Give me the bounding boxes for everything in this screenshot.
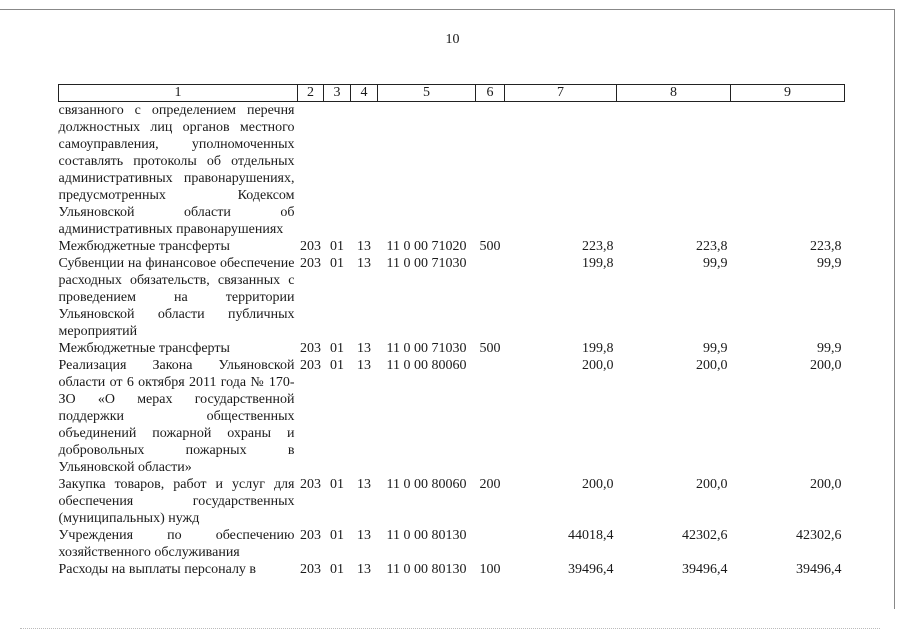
row-code-4: 13 [357, 528, 371, 543]
row-description: связанного с определением перечня должностных лиц органов местного самоуправления, уполномоченных составлять протоколы об отдельных административных правонарушениях, предусмотренных Кодексом Ульяновской области об административных правонарушениях [58, 103, 295, 237]
scan-noise [20, 628, 880, 631]
row-description: Закупка товаров, работ и услуг для обеспечения государственных (муниципальных) нужд [58, 477, 295, 526]
column-header: 3 [324, 85, 351, 102]
row-value-7: 200,0 [582, 477, 614, 492]
row-value-8: 99,9 [703, 256, 728, 271]
row-value-9: 42302,6 [796, 528, 842, 543]
header-row [59, 85, 845, 102]
column-header: 4 [351, 85, 378, 102]
row-code-5: 11 0 00 80060 [386, 358, 467, 373]
row-code-3: 01 [330, 341, 344, 356]
row-code-3 [324, 102, 351, 239]
row-code-6 [476, 102, 505, 239]
column-header: 8 [617, 85, 731, 102]
row-value-9: 39496,4 [796, 562, 842, 577]
row-code-5: 11 0 00 71020 [386, 239, 467, 254]
table-row [59, 561, 845, 578]
page-right-edge [894, 9, 895, 609]
column-header: 2 [298, 85, 324, 102]
page-number: 10 [445, 32, 460, 47]
row-value-7: 200,0 [582, 358, 614, 373]
row-code-2: 203 [300, 528, 321, 543]
row-value-8: 223,8 [696, 239, 728, 254]
row-value-7: 199,8 [582, 341, 614, 356]
row-code-4 [351, 102, 378, 239]
row-value-9: 200,0 [810, 358, 842, 373]
row-code-2: 203 [300, 256, 321, 271]
row-code-2: 203 [300, 562, 321, 577]
row-code-6: 500 [479, 239, 501, 254]
row-code-3: 01 [330, 528, 344, 543]
row-description: Межбюджетные трансферты [58, 239, 230, 254]
table-row [59, 527, 845, 561]
row-value-7: 199,8 [582, 256, 614, 271]
table-row [59, 476, 845, 527]
row-code-2 [298, 102, 324, 239]
row-code-5: 11 0 00 71030 [386, 256, 467, 271]
row-value-9: 99,9 [817, 341, 842, 356]
row-code-3: 01 [330, 256, 344, 271]
row-code-6: 500 [479, 341, 501, 356]
table-row [59, 340, 845, 357]
row-description: Реализация Закона Ульяновской области от 6 октября 2011 года № 170-ЗО «О мерах государственной поддержки общественных объединений пожарной охраны и добровольных пожарных в Ульяновской области» [58, 358, 295, 475]
row-code-4: 13 [357, 477, 371, 492]
row-code-2: 203 [300, 477, 321, 492]
row-value-9: 200,0 [810, 477, 842, 492]
row-description: Субвенции на финансовое обеспечение расходных обязательств, связанных с проведением на территории Ульяновской области публичных мероприятий [58, 256, 295, 339]
row-code-3: 01 [330, 562, 344, 577]
row-code-6: 100 [479, 562, 501, 577]
row-value-9: 99,9 [817, 256, 842, 271]
row-code-3: 01 [330, 239, 344, 254]
row-code-3: 01 [330, 358, 344, 373]
row-value-8: 200,0 [696, 358, 728, 373]
row-code-3: 01 [330, 477, 344, 492]
row-code-2: 203 [300, 358, 321, 373]
row-value-7: 223,8 [582, 239, 614, 254]
row-code-5: 11 0 00 80060 [386, 477, 467, 492]
column-header: 9 [731, 85, 845, 102]
row-value-9: 223,8 [810, 239, 842, 254]
row-value-7 [505, 102, 617, 239]
row-code-4: 13 [357, 341, 371, 356]
row-code-5: 11 0 00 80130 [386, 528, 467, 543]
row-description: Межбюджетные трансферты [58, 341, 230, 356]
column-header: 7 [505, 85, 617, 102]
row-value-8: 39496,4 [682, 562, 728, 577]
table-row [59, 255, 845, 340]
row-code-6 [476, 527, 505, 561]
table-row [59, 357, 845, 476]
row-description: Учреждения по обеспечению хозяйственного обслуживания [58, 528, 295, 560]
row-value-8: 42302,6 [682, 528, 728, 543]
row-code-5 [378, 102, 476, 239]
row-code-2: 203 [300, 341, 321, 356]
page-top-edge [0, 9, 895, 10]
column-header: 5 [378, 85, 476, 102]
row-code-6: 200 [479, 477, 501, 492]
row-value-9 [731, 102, 845, 239]
row-value-8: 99,9 [703, 341, 728, 356]
table-row [59, 102, 845, 239]
budget-table [58, 84, 845, 578]
row-code-6 [476, 255, 505, 340]
table-row [59, 238, 845, 255]
row-description: Расходы на выплаты персоналу в [58, 562, 257, 577]
column-header: 6 [476, 85, 505, 102]
column-header: 1 [59, 85, 298, 102]
row-code-5: 11 0 00 71030 [386, 341, 467, 356]
row-value-7: 39496,4 [568, 562, 614, 577]
row-code-4: 13 [357, 562, 371, 577]
row-value-8: 200,0 [696, 477, 728, 492]
row-code-6 [476, 357, 505, 476]
row-value-8 [617, 102, 731, 239]
row-code-2: 203 [300, 239, 321, 254]
row-code-4: 13 [357, 256, 371, 271]
row-code-5: 11 0 00 80130 [386, 562, 467, 577]
row-value-7: 44018,4 [568, 528, 614, 543]
row-code-4: 13 [357, 239, 371, 254]
row-code-4: 13 [357, 358, 371, 373]
